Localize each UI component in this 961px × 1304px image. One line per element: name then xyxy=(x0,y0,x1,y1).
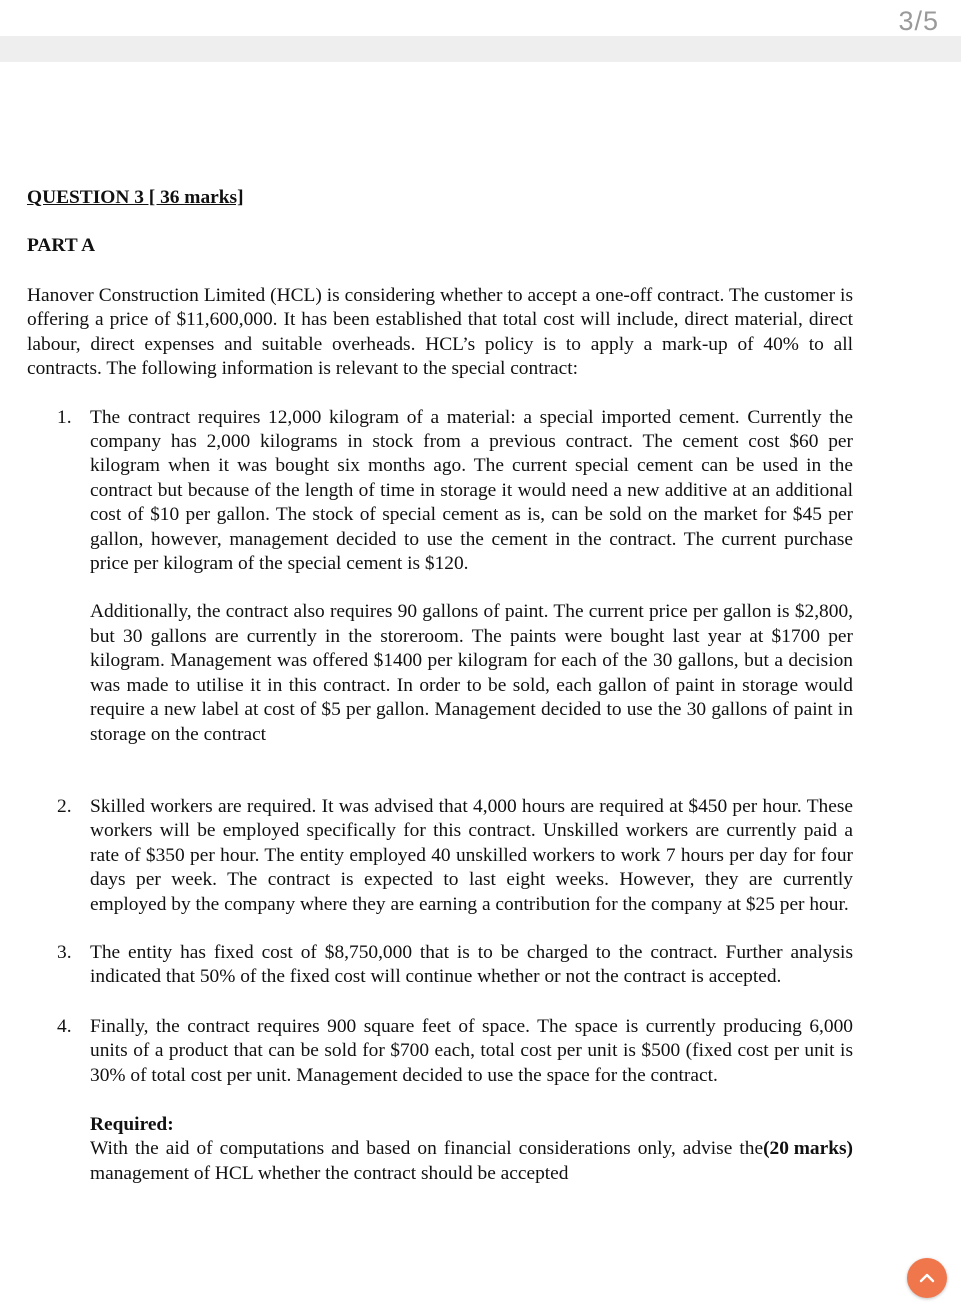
required-section xyxy=(90,1113,853,1186)
viewer-top-bar xyxy=(0,0,961,36)
part-title: PART A xyxy=(27,235,96,256)
required-instruction: With the aid of computations and based on financial considerations only, advise the management of HCL whether the contract should be accepted xyxy=(90,1138,764,1184)
item-paragraph: Skilled workers are required. It was advised that 4,000 hours are required at $450 per hour. These workers will be employed specifically for this contract. Unskilled workers are currently paid a rate of $350 per hour. The entity employed 40 unskilled workers to work 7 hours per day for four days per week. The contract is expected to last eight weeks. However, they are currently employed by the company where they are earning a contribution for the company at $25 per hour. xyxy=(90,795,853,915)
required-label: Required: xyxy=(90,1113,174,1135)
question-title: QUESTION 3 [ 36 marks] xyxy=(27,187,244,208)
item-paragraph: Finally, the contract requires 900 square feet of space. The space is currently producing 6,000 units of a product that can be sold for $700 each, total cost per unit is $500 (fixed cost per unit is 30% of total cost per unit. Management decided to use the space for the contract. xyxy=(90,1015,853,1086)
required-text xyxy=(90,1137,853,1186)
required-marks: (20 marks) xyxy=(763,1138,853,1160)
intro-paragraph: Hanover Construction Limited (HCL) is considering whether to accept a one-off contract. The customer is offering a price of $11,600,000. It has been established that total cost will include, direct material, direct labour, direct expenses and suitable overheads. HCL’s policy is to apply a mark-up of 40% to all contracts. The following information is relevant to the special contract: xyxy=(27,285,853,380)
list-item-number: 2. xyxy=(57,795,72,817)
document-page xyxy=(27,186,853,1186)
item-paragraph: The contract requires 12,000 kilogram of a material: a special imported cement. Currently the company has 2,000 kilograms in stock from a previous contract. The cement cost $60 per kilogram when it was bought six months ago. The current special cement can be used in the contract but because of the length of time in storage it would need a new additive at an additional cost of $10 per gallon. The stock of special cement as is, can be sold on the market for $45 per gallon, however, management decided to use the cement in the contract. The current purchase price per kilogram of the special cement is $120. xyxy=(90,406,853,575)
item-paragraph: Additionally, the contract also requires 90 gallons of paint. The current price per gallon is $2,800, but 30 gallons are currently in the storeroom. The paints were bought last year at $1700 per kilogram. Management was offered $1400 per kilogram for each of the 30 gallons, but a decision was made to utilise it in this contract. In order to be sold, each gallon of paint in storage would require a new label at cost of $5 per gallon. Management decided to use the 30 gallons of paint in storage on the contract xyxy=(90,601,853,745)
scroll-up-button[interactable] xyxy=(907,1258,947,1298)
list-item-number: 4. xyxy=(57,1015,72,1037)
item-paragraph: The entity has fixed cost of $8,750,000 that is to be charged to the contract. Further analysis indicated that 50% of the fixed cost will continue whether or not the contract is accepted. xyxy=(90,941,853,988)
list-item-number: 3. xyxy=(57,941,72,963)
page-separator xyxy=(0,36,961,62)
list-item xyxy=(27,795,853,917)
page-indicator: 3/5 xyxy=(898,6,939,36)
list-item xyxy=(27,941,853,990)
list-item-number: 1. xyxy=(57,406,72,428)
requirements-list xyxy=(27,406,853,1088)
list-item xyxy=(27,1015,853,1088)
list-item xyxy=(27,406,853,747)
chevron-up-icon xyxy=(919,1271,935,1285)
